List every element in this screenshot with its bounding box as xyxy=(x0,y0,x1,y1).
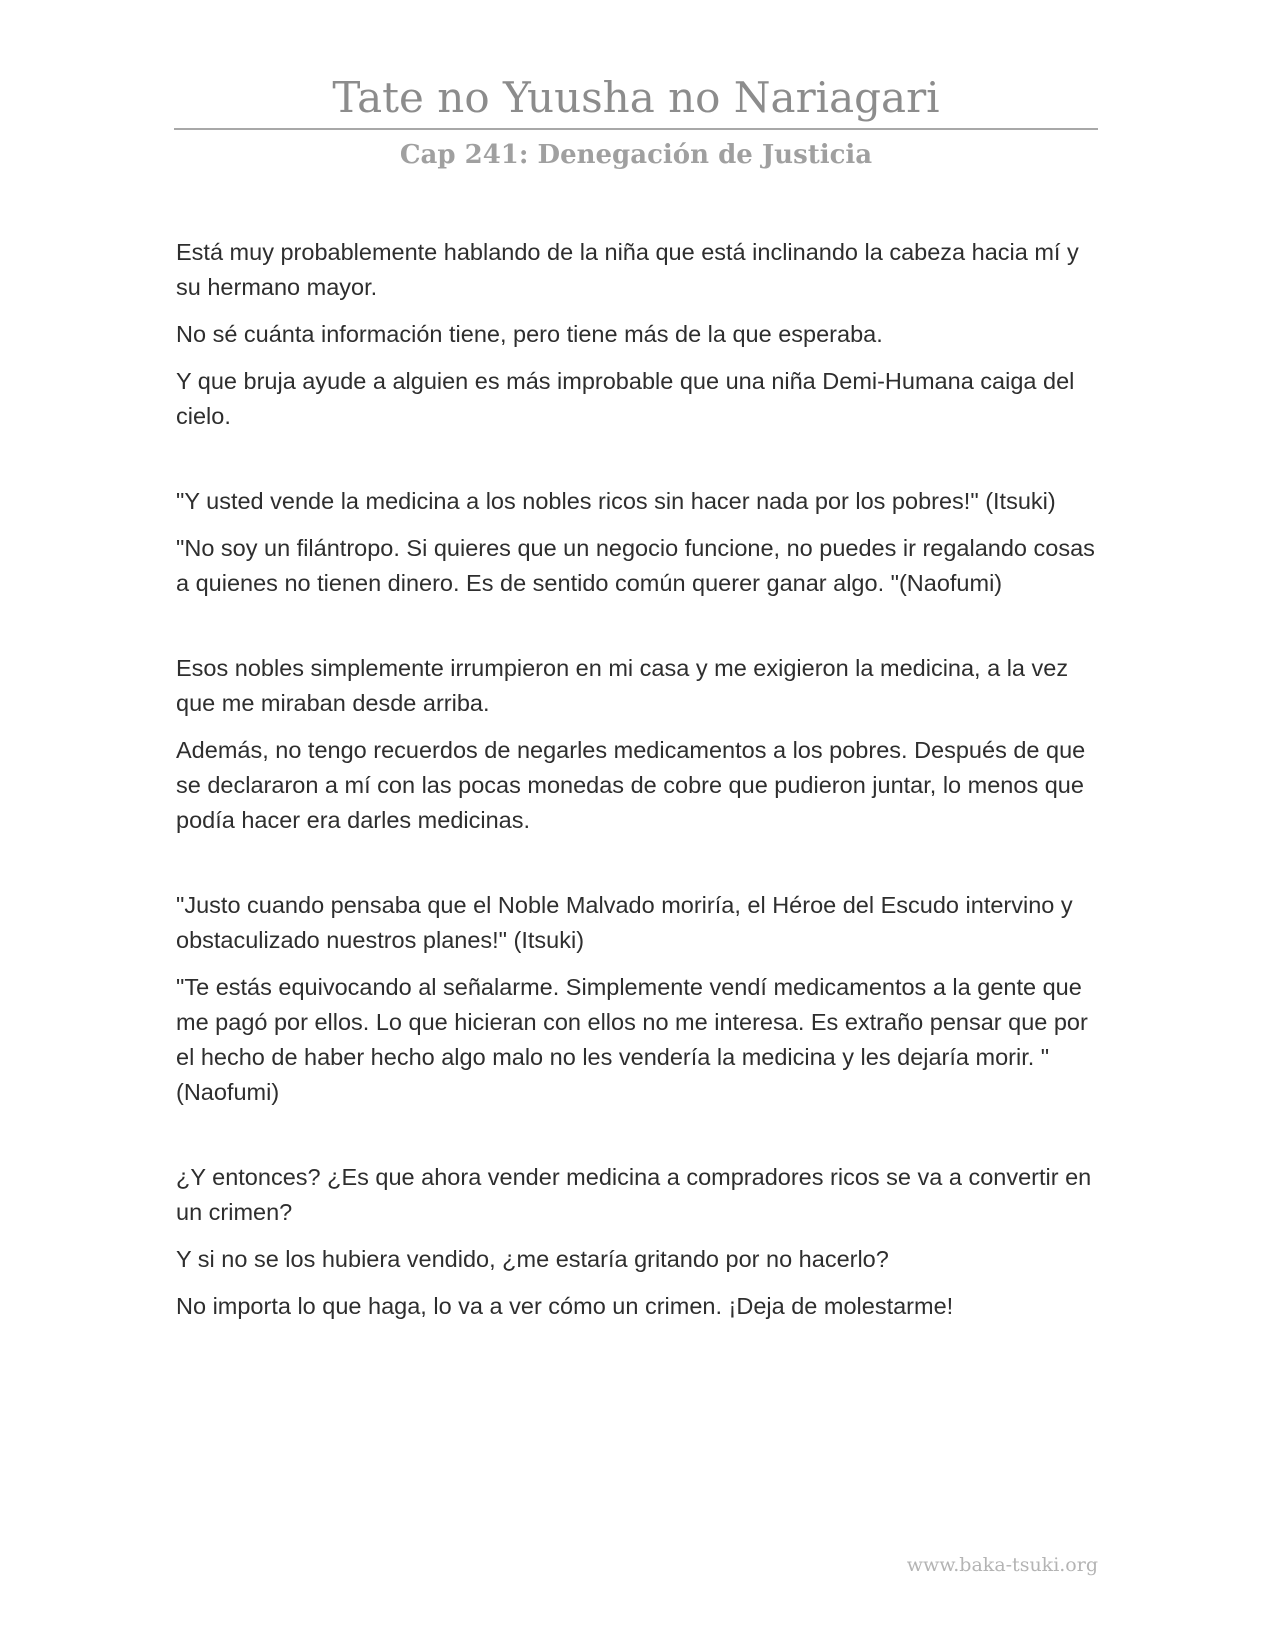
paragraph: Y que bruja ayude a alguien es más improbable que una niña Demi-Humana caiga del cielo. xyxy=(176,368,1075,429)
paragraph: No sé cuánta información tiene, pero tiene más de la que esperaba. xyxy=(176,321,883,347)
chapter-subtitle: Cap 241: Denegación de Justicia xyxy=(399,140,873,170)
paragraph: Y si no se los hubiera vendido, ¿me estaría gritando por no hacerlo? xyxy=(176,1246,889,1272)
footer-site-link: www.baka-tsuki.org xyxy=(906,1554,1098,1576)
paragraph: ¿Y entonces? ¿Es que ahora vender medicina a compradores ricos se va a convertir en un crimen? xyxy=(176,1164,1092,1225)
document-title: Tate no Yuusha no Nariagari xyxy=(332,73,940,122)
section-gap xyxy=(176,1122,1100,1160)
document-body xyxy=(176,235,1100,1336)
paragraph: "Justo cuando pensaba que el Noble Malvado moriría, el Héroe del Escudo intervino y obstaculizado nuestros planes!" (Itsuki) xyxy=(176,892,1073,953)
section-gap xyxy=(176,613,1100,651)
title-rule xyxy=(174,128,1098,130)
section-gap xyxy=(176,850,1100,888)
paragraph: Además, no tengo recuerdos de negarles medicamentos a los pobres. Después de que se declararon a mí con las pocas monedas de cobre que pudieron juntar, lo menos que podía hacer era darles medicinas. xyxy=(176,737,1086,833)
paragraph: Está muy probablemente hablando de la niña que está inclinando la cabeza hacia mí y su hermano mayor. xyxy=(176,239,1079,300)
paragraph: "No soy un filántropo. Si quieres que un negocio funcione, no puedes ir regalando cosas a quienes no tienen dinero. Es de sentido común querer ganar algo. "(Naofumi) xyxy=(176,535,1095,596)
page-header xyxy=(174,70,1098,172)
paragraph: "Te estás equivocando al señalarme. Simplemente vendí medicamentos a la gente que me pagó por ellos. Lo que hicieran con ellos no me interesa. Es extraño pensar que por el hecho de haber hecho algo malo no les vendería la medicina y les dejaría morir. "(Naofumi) xyxy=(176,974,1088,1105)
paragraph: No importa lo que haga, lo va a ver cómo un crimen. ¡Deja de molestarme! xyxy=(176,1293,954,1319)
paragraph: "Y usted vende la medicina a los nobles ricos sin hacer nada por los pobres!" (Itsuki) xyxy=(176,488,1056,514)
section-gap xyxy=(176,446,1100,484)
paragraph: Esos nobles simplemente irrumpieron en mi casa y me exigieron la medicina, a la vez que me miraban desde arriba. xyxy=(176,655,1069,716)
